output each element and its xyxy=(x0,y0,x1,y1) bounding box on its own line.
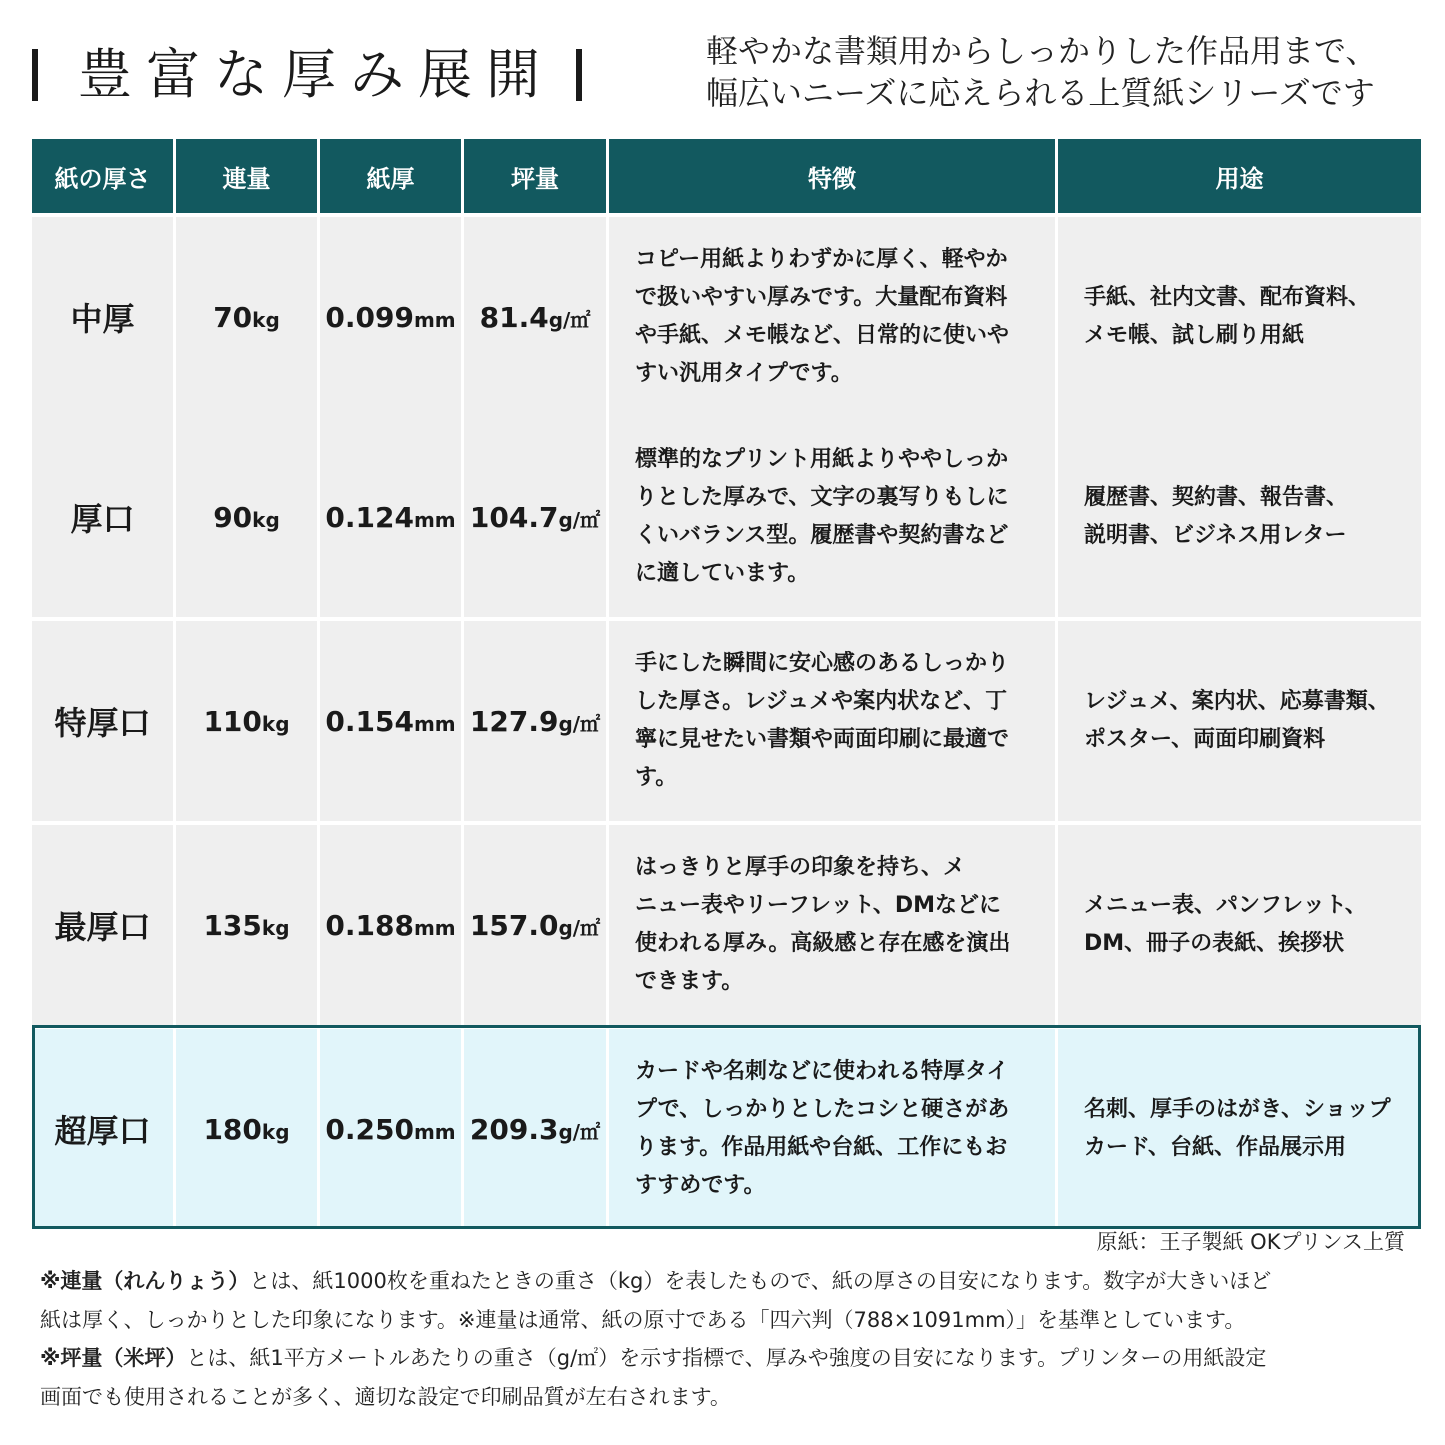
basis-weight-value: 81.4g/㎡ xyxy=(479,300,591,334)
table-row xyxy=(32,617,1421,821)
ream-value: 135kg xyxy=(203,908,290,942)
footnote-line: ※坪量（米坪）とは、紙1平方メートルあたりの重さ（g/㎡）を示す指標で、厚みや強度の目安になります。プリンターの用紙設定 xyxy=(40,1346,1267,1370)
page-title: 豊富な厚み展開 xyxy=(78,43,554,106)
page-subtitle xyxy=(706,30,1426,114)
table-row xyxy=(32,417,1421,617)
basis-weight-value: 104.7g/㎡ xyxy=(469,500,601,534)
basis-weight-value: 127.9g/㎡ xyxy=(469,704,601,738)
grade-name: 最厚口 xyxy=(54,908,151,946)
table-row xyxy=(32,217,1421,417)
ream-value: 180kg xyxy=(203,1112,290,1146)
footnote-line: 画面でも使用されることが多く、適切な設定で印刷品質が左右されます。 xyxy=(40,1384,731,1409)
feature-text: 標準的なプリント用紙よりややしっか りとした厚みで、文字の裏写りもしに くいバランス型。履歴書や契約書など に適しています。 xyxy=(609,417,1058,617)
column-header-usage: 用途 xyxy=(1215,164,1264,193)
column-header-features: 特徴 xyxy=(609,139,1058,213)
thickness-value: 0.124mm xyxy=(325,500,456,534)
column-header-paper-thickness: 紙厚 xyxy=(320,139,464,213)
usage-text: 履歴書、契約書、報告書、 説明書、ビジネス用レター xyxy=(1084,485,1349,548)
title-block xyxy=(32,40,582,110)
table-row xyxy=(32,821,1421,1025)
paper-thickness-table xyxy=(32,139,1421,1229)
usage-text: メニュー表、パンフレット、 DM、冊子の表紙、挨拶状 xyxy=(1084,893,1367,956)
grade-name: 超厚口 xyxy=(54,1112,151,1150)
basis-weight-value: 209.3g/㎡ xyxy=(469,1112,601,1146)
ream-value: 90kg xyxy=(213,500,280,534)
thickness-value: 0.188mm xyxy=(325,908,456,942)
thickness-value: 0.250mm xyxy=(325,1112,456,1146)
footnotes xyxy=(40,1262,1420,1416)
column-header-ream-weight: 連量 xyxy=(176,139,320,213)
feature-text: はっきりと厚手の印象を持ち、メ ニュー表やリーフレット、DMなどに 使われる厚み。高級感と存在感を演出 できます。 xyxy=(609,825,1058,1025)
grade-name: 中厚 xyxy=(70,300,135,338)
subtitle-line: 幅広いニーズに応えられる上質紙シリーズです xyxy=(706,74,1375,112)
footnote-line: ※連量（れんりょう）とは、紙1000枚を重ねたときの重さ（kg）を表したもので、紙の厚さの目安になります。数字が大きいほど xyxy=(40,1269,1272,1293)
feature-text: コピー用紙よりわずかに厚く、軽やか で扱いやすい厚みです。大量配布資料 や手紙、メモ帳など、日常的に使いや すい汎用タイプです。 xyxy=(609,217,1058,417)
footnote-line: 紙は厚く、しっかりとした印象になります。※連量は通常、紙の原寸である「四六判（788×1091mm）」を基準としています。 xyxy=(40,1307,1246,1332)
title-bar-right xyxy=(576,49,582,101)
subtitle-line: 軽やかな書類用からしっかりした作品用まで、 xyxy=(706,32,1378,70)
table-body xyxy=(32,217,1421,1229)
column-header-thickness-grade: 紙の厚さ xyxy=(32,139,176,213)
table-header-row xyxy=(32,139,1421,213)
ream-value: 110kg xyxy=(203,704,290,738)
thickness-value: 0.099mm xyxy=(325,300,456,334)
ream-value: 70kg xyxy=(213,300,280,334)
usage-text: レジュメ、案内状、応募書類、 ポスター、両面印刷資料 xyxy=(1084,689,1390,752)
grade-name: 特厚口 xyxy=(54,704,151,742)
thickness-value: 0.154mm xyxy=(325,704,456,738)
table-row-highlighted xyxy=(32,1025,1421,1229)
source-note: 原紙：王子製紙 OKプリンス上質 xyxy=(1096,1230,1405,1254)
usage-text: 名刺、厚手のはがき、ショップ カード、台紙、作品展示用 xyxy=(1084,1097,1391,1160)
column-header-basis-weight: 坪量 xyxy=(464,139,609,213)
grade-name: 厚口 xyxy=(70,500,135,538)
feature-text: カードや名刺などに使われる特厚タイ プで、しっかりとしたコシと硬さがあ ります。作品用紙や台紙、工作にもお すすめです。 xyxy=(609,1029,1058,1229)
basis-weight-value: 157.0g/㎡ xyxy=(469,908,601,942)
usage-text: 手紙、社内文書、配布資料、 メモ帳、試し刷り用紙 xyxy=(1084,285,1371,348)
feature-text: 手にした瞬間に安心感のあるしっかり した厚さ。レジュメや案内状など、丁 寧に見せたい書類や両面印刷に最適で す。 xyxy=(609,621,1058,821)
page-header xyxy=(0,0,1445,130)
